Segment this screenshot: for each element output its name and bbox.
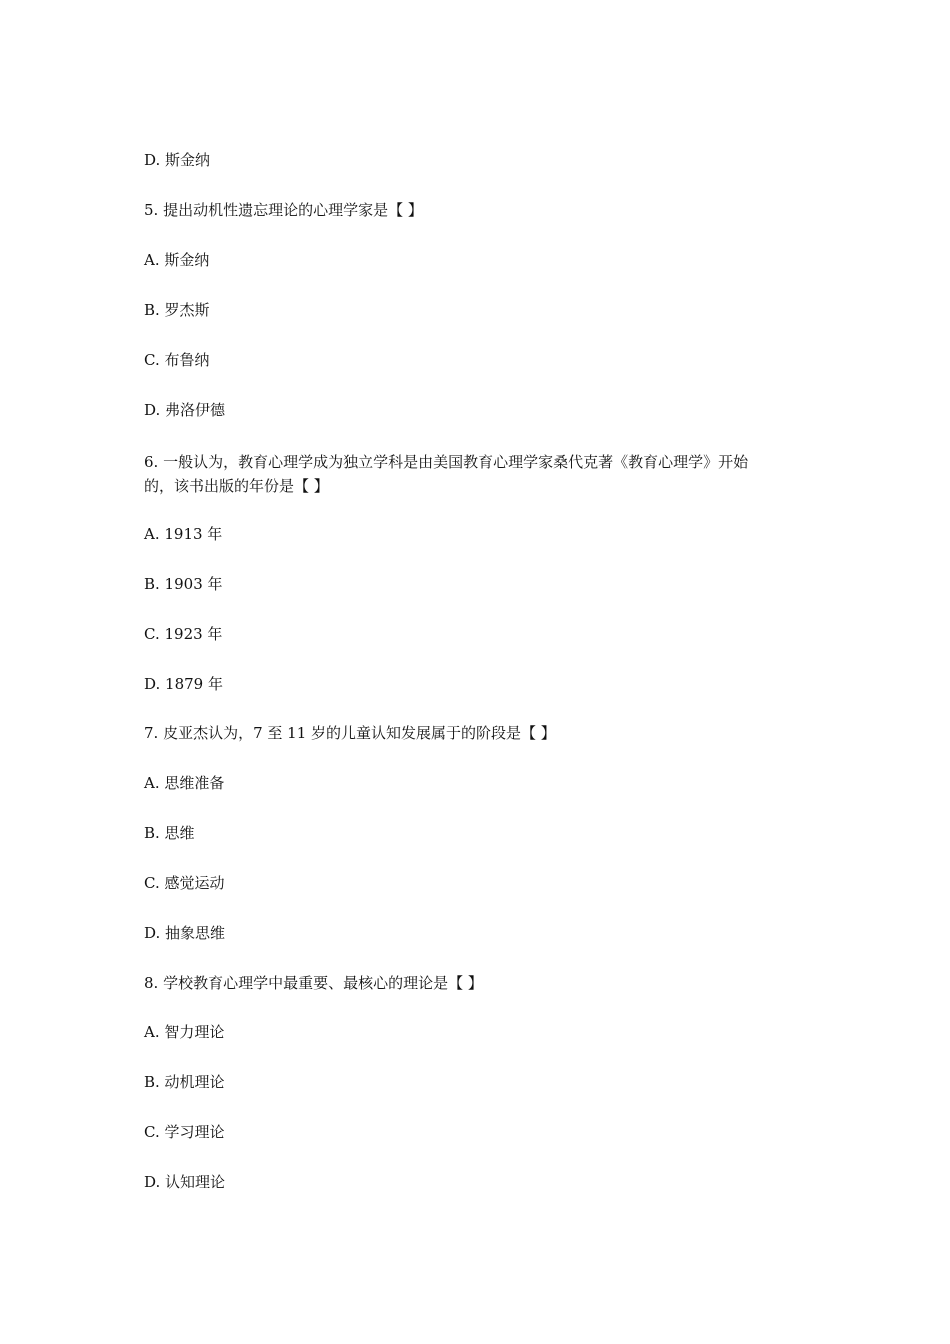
q8-option-c: C. 学习理论	[144, 1123, 225, 1141]
q7-option-c: C. 感觉运动	[144, 874, 225, 892]
q4-option-d: D. 斯金纳	[144, 151, 211, 169]
q6-option-c: C. 1923 年	[144, 625, 223, 643]
q6-question-line1: 6. 一般认为，教育心理学成为独立学科是由美国教育心理学家桑代克著《教育心理学》开始	[144, 453, 749, 471]
q5-option-c: C. 布鲁纳	[144, 351, 210, 369]
q8-option-d: D. 认知理论	[144, 1173, 226, 1191]
q6-option-b: B. 1903 年	[144, 575, 223, 593]
q7-option-b: B. 思维	[144, 824, 195, 842]
q8-option-b: B. 动机理论	[144, 1073, 225, 1091]
q6-option-d: D. 1879 年	[144, 675, 223, 693]
q8-question: 8. 学校教育心理学中最重要、最核心的理论是【 】	[144, 974, 483, 992]
q5-option-a: A. 斯金纳	[144, 251, 210, 269]
q7-question: 7. 皮亚杰认为，7 至 11 岁的儿童认知发展属于的阶段是【 】	[144, 724, 556, 742]
q6-question-line2: 的，该书出版的年份是【 】	[144, 477, 329, 495]
q5-option-b: B. 罗杰斯	[144, 301, 210, 319]
q7-option-d: D. 抽象思维	[144, 924, 226, 942]
q6-option-a: A. 1913 年	[144, 525, 223, 543]
q5-option-d: D. 弗洛伊德	[144, 401, 226, 419]
q5-question: 5. 提出动机性遗忘理论的心理学家是【 】	[144, 201, 423, 219]
q8-option-a: A. 智力理论	[144, 1023, 225, 1041]
q7-option-a: A. 思维准备	[144, 774, 225, 792]
